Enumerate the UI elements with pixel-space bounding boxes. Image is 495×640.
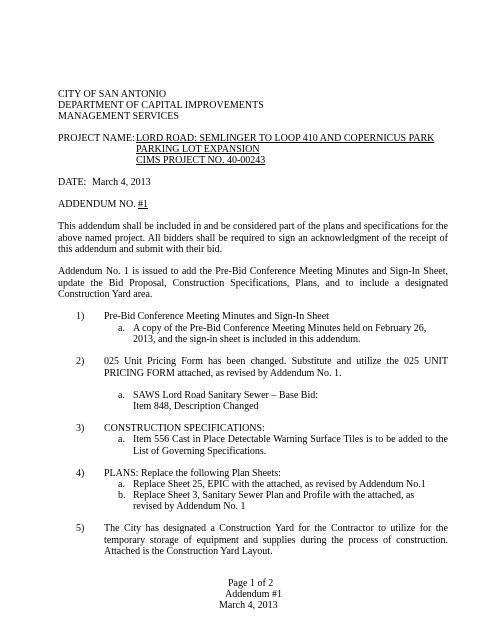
item-title: CONSTRUCTION SPECIFICATIONS: [104, 423, 265, 434]
sub-item-letter: a. [118, 323, 125, 334]
item-number: 1) [76, 311, 85, 322]
header-department: DEPARTMENT OF CAPITAL IMPROVEMENTS [58, 100, 264, 111]
footer-page-number: Page 1 of 2 [228, 578, 274, 589]
item-title: PLANS: Replace the following Plan Sheets: [104, 468, 281, 479]
project-name-line1: LORD ROAD: SEMLINGER TO LOOP 410 AND COPERNICUS PARK [136, 133, 435, 144]
sub-item-text: Item 848, Description Changed [133, 401, 259, 412]
sub-item-text: 2013, and the sign-in sheet is included in this addendum. [133, 334, 361, 345]
project-name-line2: PARKING LOT EXPANSION [136, 144, 260, 155]
item-number: 3) [76, 423, 85, 434]
purpose-paragraph: Addendum No. 1 is issued to add the Pre-Bid Conference Meeting Minutes and Sign-In Sheet, update the Bid Proposal, Construction Specifications, Plans, and to include a designated Construction Yard area. [58, 266, 448, 301]
item-number: 5) [76, 523, 85, 534]
sub-item-text: SAWS Lord Road Sanitary Sewer – Base Bid: [133, 390, 319, 401]
date-value: March 4, 2013 [92, 177, 151, 188]
sub-item-letter: b. [118, 490, 126, 501]
item-title: Pre-Bid Conference Meeting Minutes and Sign-In Sheet [104, 311, 329, 322]
footer-addendum: Addendum #1 [225, 589, 282, 600]
date-label: DATE: [58, 177, 87, 188]
header-division: MANAGEMENT SERVICES [58, 111, 179, 122]
project-label: PROJECT NAME: [58, 133, 135, 144]
intro-paragraph: This addendum shall be included in and be considered part of the plans and specifications for the above named project. All bidders shall be required to sign an acknowledgment of the receipt of this addendum and submit with their bid. [58, 221, 448, 256]
sub-item-text: Replace Sheet 25, EPIC with the attached, as revised by Addendum No.1 [133, 479, 426, 490]
item-number: 2) [76, 356, 85, 367]
sub-item-text: Replace Sheet 3, Sanitary Sewer Plan and Profile with the attached, as [133, 490, 415, 501]
addendum-number: #1 [138, 199, 148, 210]
sub-item-text: A copy of the Pre-Bid Conference Meeting Minutes held on February 26, [133, 323, 427, 334]
project-number: CIMS PROJECT NO. 40-00243 [136, 155, 266, 166]
sub-item-letter: a. [118, 434, 125, 445]
footer-date: March 4, 2013 [219, 600, 278, 611]
item-title: The City has designated a Construction Yard for the Contractor to utilize for the temporary storage of equipment and supplies during the process of construction. Attached is the Construction Yard Layout. [104, 523, 448, 558]
item-title: 025 Unit Pricing Form has been changed. Substitute and utilize the 025 UNIT PRICING FORM attached, as revised by Addendum No. 1. [104, 356, 448, 379]
sub-item-letter: a. [118, 390, 125, 401]
addendum-label: ADDENDUM NO. [58, 199, 136, 210]
sub-item-text: Item 556 Cast in Place Detectable Warning Surface Tiles is to be added to the List of Governing Specifications. [133, 434, 448, 457]
sub-item-letter: a. [118, 479, 125, 490]
sub-item-text: revised by Addendum No. 1 [133, 501, 246, 512]
item-number: 4) [76, 468, 85, 479]
header-city: CITY OF SAN ANTONIO [58, 89, 167, 100]
